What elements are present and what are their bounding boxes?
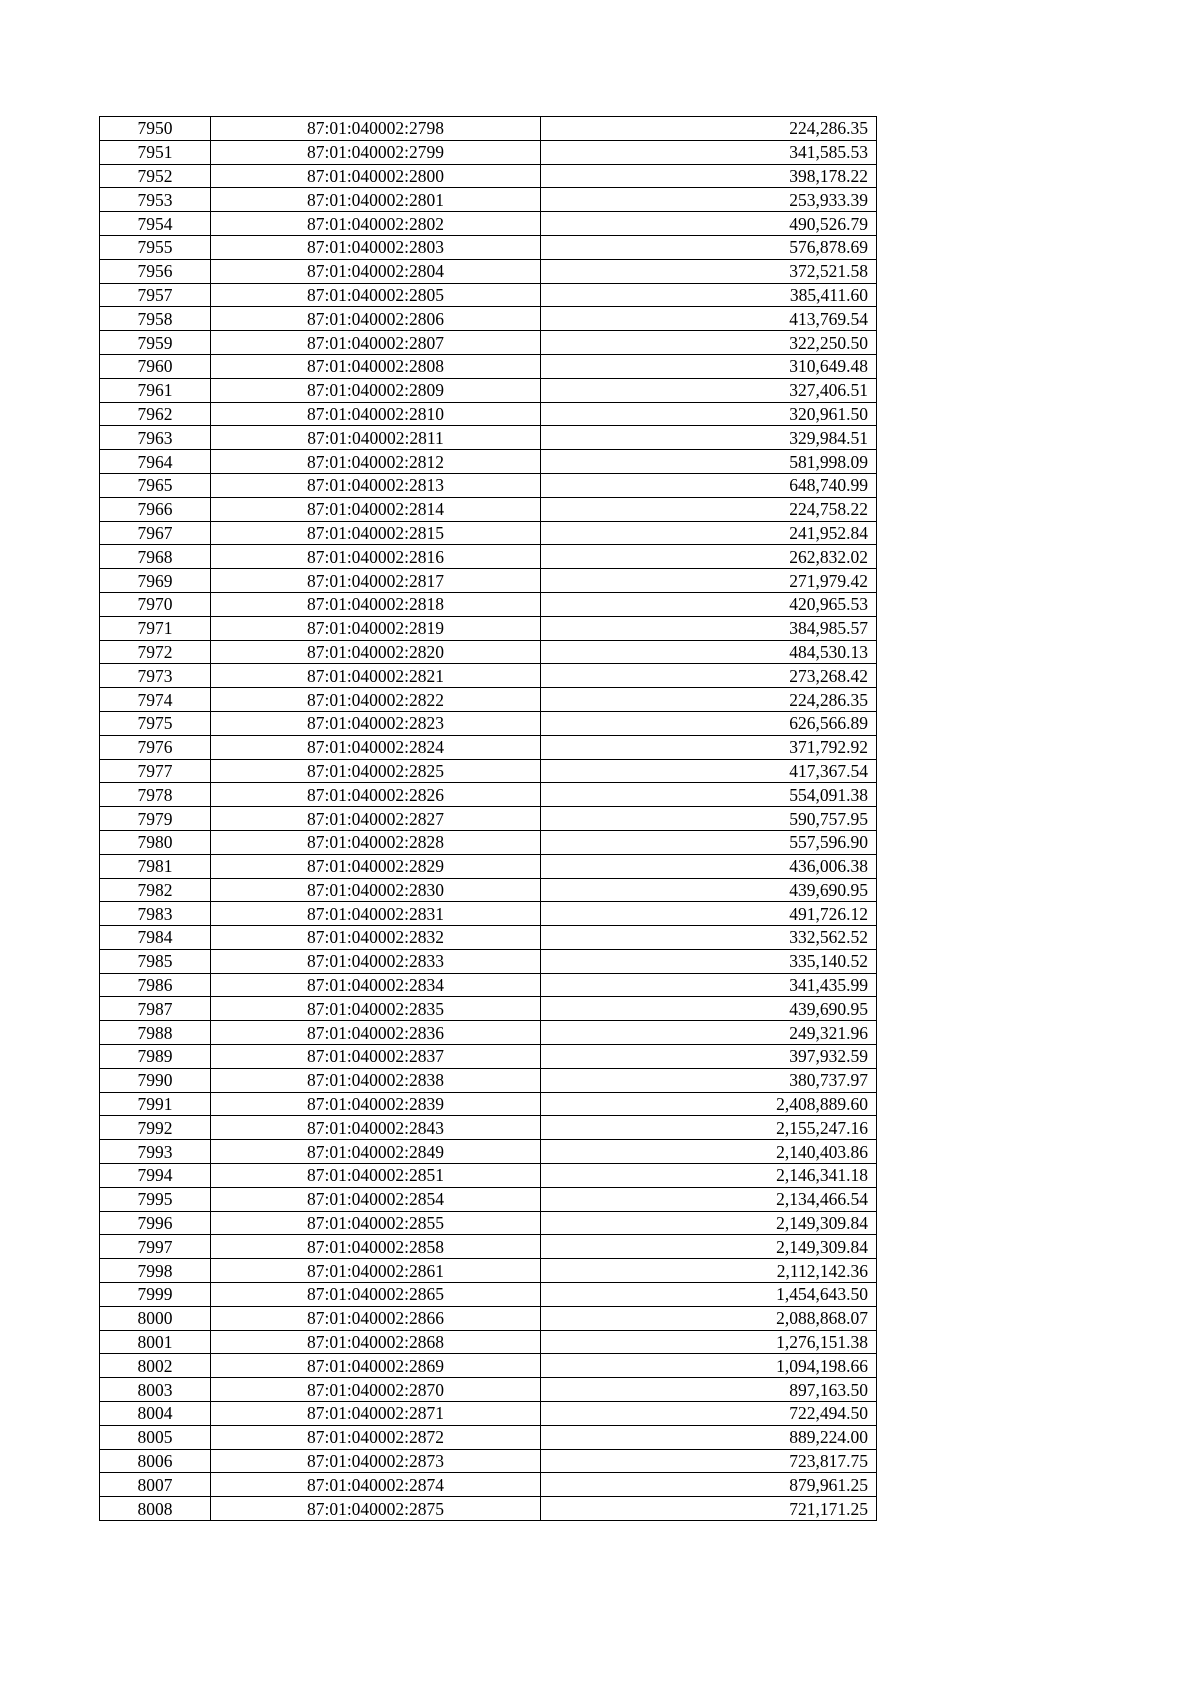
row-number-cell: 7953 bbox=[100, 188, 211, 212]
table-row bbox=[100, 1330, 877, 1354]
cadastral-number-cell: 87:01:040002:2798 bbox=[211, 117, 541, 141]
row-number-cell: 7962 bbox=[100, 402, 211, 426]
cadastral-value-cell: 224,286.35 bbox=[541, 688, 877, 712]
table-row bbox=[100, 164, 877, 188]
cadastral-value-cell: 385,411.60 bbox=[541, 283, 877, 307]
cadastral-value-cell: 439,690.95 bbox=[541, 878, 877, 902]
cadastral-value-cell: 2,149,309.84 bbox=[541, 1211, 877, 1235]
table-row bbox=[100, 497, 877, 521]
cadastral-value-cell: 723,817.75 bbox=[541, 1449, 877, 1473]
table-row bbox=[100, 878, 877, 902]
row-number-cell: 7984 bbox=[100, 926, 211, 950]
cadastral-number-cell: 87:01:040002:2809 bbox=[211, 378, 541, 402]
cadastral-number-cell: 87:01:040002:2812 bbox=[211, 450, 541, 474]
cadastral-number-cell: 87:01:040002:2810 bbox=[211, 402, 541, 426]
cadastral-value-cell: 648,740.99 bbox=[541, 473, 877, 497]
cadastral-number-cell: 87:01:040002:2807 bbox=[211, 331, 541, 355]
cadastral-number-cell: 87:01:040002:2835 bbox=[211, 997, 541, 1021]
row-number-cell: 8005 bbox=[100, 1425, 211, 1449]
table-row bbox=[100, 426, 877, 450]
table-row bbox=[100, 1259, 877, 1283]
cadastral-value-cell: 341,435.99 bbox=[541, 973, 877, 997]
row-number-cell: 7991 bbox=[100, 1092, 211, 1116]
cadastral-value-cell: 889,224.00 bbox=[541, 1425, 877, 1449]
table-body bbox=[100, 117, 877, 1521]
cadastral-value-cell: 1,276,151.38 bbox=[541, 1330, 877, 1354]
table-row bbox=[100, 1449, 877, 1473]
cadastral-number-cell: 87:01:040002:2821 bbox=[211, 664, 541, 688]
cadastral-number-cell: 87:01:040002:2851 bbox=[211, 1164, 541, 1188]
cadastral-number-cell: 87:01:040002:2866 bbox=[211, 1306, 541, 1330]
cadastral-number-cell: 87:01:040002:2843 bbox=[211, 1116, 541, 1140]
row-number-cell: 7980 bbox=[100, 830, 211, 854]
table-row bbox=[100, 1211, 877, 1235]
cadastral-value-cell: 557,596.90 bbox=[541, 830, 877, 854]
cadastral-value-cell: 2,140,403.86 bbox=[541, 1140, 877, 1164]
cadastral-value-cell: 590,757.95 bbox=[541, 807, 877, 831]
cadastral-number-cell: 87:01:040002:2874 bbox=[211, 1473, 541, 1497]
cadastral-number-cell: 87:01:040002:2873 bbox=[211, 1449, 541, 1473]
table-row bbox=[100, 1378, 877, 1402]
cadastral-value-cell: 484,530.13 bbox=[541, 640, 877, 664]
cadastral-value-cell: 249,321.96 bbox=[541, 1021, 877, 1045]
cadastral-number-cell: 87:01:040002:2802 bbox=[211, 212, 541, 236]
cadastral-number-cell: 87:01:040002:2826 bbox=[211, 783, 541, 807]
cadastral-value-cell: 436,006.38 bbox=[541, 854, 877, 878]
table-row bbox=[100, 592, 877, 616]
table-row bbox=[100, 949, 877, 973]
cadastral-value-cell: 721,171.25 bbox=[541, 1497, 877, 1521]
row-number-cell: 8006 bbox=[100, 1449, 211, 1473]
cadastral-value-cell: 897,163.50 bbox=[541, 1378, 877, 1402]
table-row bbox=[100, 140, 877, 164]
row-number-cell: 7958 bbox=[100, 307, 211, 331]
cadastral-number-cell: 87:01:040002:2822 bbox=[211, 688, 541, 712]
cadastral-number-cell: 87:01:040002:2829 bbox=[211, 854, 541, 878]
table-row bbox=[100, 854, 877, 878]
cadastral-value-cell: 273,268.42 bbox=[541, 664, 877, 688]
row-number-cell: 7989 bbox=[100, 1045, 211, 1069]
cadastral-number-cell: 87:01:040002:2808 bbox=[211, 354, 541, 378]
table-row bbox=[100, 473, 877, 497]
cadastral-number-cell: 87:01:040002:2825 bbox=[211, 759, 541, 783]
table-row bbox=[100, 188, 877, 212]
cadastral-value-cell: 253,933.39 bbox=[541, 188, 877, 212]
cadastral-value-cell: 262,832.02 bbox=[541, 545, 877, 569]
row-number-cell: 7968 bbox=[100, 545, 211, 569]
row-number-cell: 7975 bbox=[100, 711, 211, 735]
row-number-cell: 7982 bbox=[100, 878, 211, 902]
cadastral-value-cell: 413,769.54 bbox=[541, 307, 877, 331]
cadastral-number-cell: 87:01:040002:2827 bbox=[211, 807, 541, 831]
cadastral-number-cell: 87:01:040002:2836 bbox=[211, 1021, 541, 1045]
cadastral-value-cell: 327,406.51 bbox=[541, 378, 877, 402]
table-row bbox=[100, 783, 877, 807]
row-number-cell: 7951 bbox=[100, 140, 211, 164]
cadastral-value-cell: 722,494.50 bbox=[541, 1402, 877, 1426]
table-row bbox=[100, 117, 877, 141]
table-row bbox=[100, 735, 877, 759]
row-number-cell: 7993 bbox=[100, 1140, 211, 1164]
table-row bbox=[100, 1497, 877, 1521]
table-row bbox=[100, 664, 877, 688]
cadastral-number-cell: 87:01:040002:2818 bbox=[211, 592, 541, 616]
cadastral-value-cell: 879,961.25 bbox=[541, 1473, 877, 1497]
cadastral-number-cell: 87:01:040002:2817 bbox=[211, 569, 541, 593]
row-number-cell: 7955 bbox=[100, 235, 211, 259]
cadastral-value-cell: 581,998.09 bbox=[541, 450, 877, 474]
cadastral-number-cell: 87:01:040002:2819 bbox=[211, 616, 541, 640]
row-number-cell: 7963 bbox=[100, 426, 211, 450]
row-number-cell: 7970 bbox=[100, 592, 211, 616]
cadastral-number-cell: 87:01:040002:2816 bbox=[211, 545, 541, 569]
table-row bbox=[100, 212, 877, 236]
cadastral-number-cell: 87:01:040002:2823 bbox=[211, 711, 541, 735]
table-row bbox=[100, 354, 877, 378]
row-number-cell: 7994 bbox=[100, 1164, 211, 1188]
cadastral-value-cell: 241,952.84 bbox=[541, 521, 877, 545]
table-row bbox=[100, 926, 877, 950]
row-number-cell: 7999 bbox=[100, 1283, 211, 1307]
table-row bbox=[100, 402, 877, 426]
cadastral-number-cell: 87:01:040002:2804 bbox=[211, 259, 541, 283]
row-number-cell: 7977 bbox=[100, 759, 211, 783]
table-row bbox=[100, 1473, 877, 1497]
row-number-cell: 7971 bbox=[100, 616, 211, 640]
cadastral-number-cell: 87:01:040002:2849 bbox=[211, 1140, 541, 1164]
cadastral-value-cell: 2,146,341.18 bbox=[541, 1164, 877, 1188]
cadastral-value-cell: 320,961.50 bbox=[541, 402, 877, 426]
cadastral-value-cell: 398,178.22 bbox=[541, 164, 877, 188]
cadastral-number-cell: 87:01:040002:2839 bbox=[211, 1092, 541, 1116]
table-row bbox=[100, 1164, 877, 1188]
table-row bbox=[100, 521, 877, 545]
cadastral-number-cell: 87:01:040002:2854 bbox=[211, 1187, 541, 1211]
row-number-cell: 7976 bbox=[100, 735, 211, 759]
cadastral-value-cell: 224,758.22 bbox=[541, 497, 877, 521]
cadastral-number-cell: 87:01:040002:2834 bbox=[211, 973, 541, 997]
cadastral-number-cell: 87:01:040002:2858 bbox=[211, 1235, 541, 1259]
cadastral-number-cell: 87:01:040002:2831 bbox=[211, 902, 541, 926]
table-row bbox=[100, 450, 877, 474]
cadastral-value-cell: 2,088,868.07 bbox=[541, 1306, 877, 1330]
row-number-cell: 8003 bbox=[100, 1378, 211, 1402]
table-row bbox=[100, 545, 877, 569]
row-number-cell: 7997 bbox=[100, 1235, 211, 1259]
row-number-cell: 7985 bbox=[100, 949, 211, 973]
cadastral-number-cell: 87:01:040002:2830 bbox=[211, 878, 541, 902]
row-number-cell: 7952 bbox=[100, 164, 211, 188]
row-number-cell: 7961 bbox=[100, 378, 211, 402]
cadastral-value-cell: 380,737.97 bbox=[541, 1068, 877, 1092]
row-number-cell: 7992 bbox=[100, 1116, 211, 1140]
cadastral-value-cell: 372,521.58 bbox=[541, 259, 877, 283]
cadastral-value-cell: 2,408,889.60 bbox=[541, 1092, 877, 1116]
cadastral-value-cell: 554,091.38 bbox=[541, 783, 877, 807]
cadastral-value-cell: 2,112,142.36 bbox=[541, 1259, 877, 1283]
row-number-cell: 7959 bbox=[100, 331, 211, 355]
row-number-cell: 7981 bbox=[100, 854, 211, 878]
cadastral-number-cell: 87:01:040002:2824 bbox=[211, 735, 541, 759]
cadastral-value-cell: 2,155,247.16 bbox=[541, 1116, 877, 1140]
table-row bbox=[100, 1306, 877, 1330]
cadastral-value-cell: 397,932.59 bbox=[541, 1045, 877, 1069]
row-number-cell: 7950 bbox=[100, 117, 211, 141]
table-row bbox=[100, 378, 877, 402]
row-number-cell: 7972 bbox=[100, 640, 211, 664]
row-number-cell: 7974 bbox=[100, 688, 211, 712]
table-row bbox=[100, 1425, 877, 1449]
table-row bbox=[100, 640, 877, 664]
cadastral-number-cell: 87:01:040002:2865 bbox=[211, 1283, 541, 1307]
row-number-cell: 7996 bbox=[100, 1211, 211, 1235]
row-number-cell: 7983 bbox=[100, 902, 211, 926]
row-number-cell: 7986 bbox=[100, 973, 211, 997]
cadastral-value-cell: 271,979.42 bbox=[541, 569, 877, 593]
table-row bbox=[100, 283, 877, 307]
cadastral-value-cell: 490,526.79 bbox=[541, 212, 877, 236]
table-row bbox=[100, 1021, 877, 1045]
cadastral-number-cell: 87:01:040002:2799 bbox=[211, 140, 541, 164]
cadastral-value-cell: 2,149,309.84 bbox=[541, 1235, 877, 1259]
table-row bbox=[100, 1068, 877, 1092]
row-number-cell: 7967 bbox=[100, 521, 211, 545]
cadastral-number-cell: 87:01:040002:2801 bbox=[211, 188, 541, 212]
cadastral-number-cell: 87:01:040002:2832 bbox=[211, 926, 541, 950]
table-row bbox=[100, 973, 877, 997]
cadastral-value-cell: 417,367.54 bbox=[541, 759, 877, 783]
table-row bbox=[100, 830, 877, 854]
table-row bbox=[100, 759, 877, 783]
table-row bbox=[100, 1283, 877, 1307]
cadastral-value-cell: 491,726.12 bbox=[541, 902, 877, 926]
cadastral-value-cell: 420,965.53 bbox=[541, 592, 877, 616]
table-row bbox=[100, 1354, 877, 1378]
row-number-cell: 8000 bbox=[100, 1306, 211, 1330]
row-number-cell: 7988 bbox=[100, 1021, 211, 1045]
cadastral-number-cell: 87:01:040002:2814 bbox=[211, 497, 541, 521]
table-row bbox=[100, 1235, 877, 1259]
row-number-cell: 7979 bbox=[100, 807, 211, 831]
cadastral-value-cell: 1,094,198.66 bbox=[541, 1354, 877, 1378]
row-number-cell: 7956 bbox=[100, 259, 211, 283]
row-number-cell: 8008 bbox=[100, 1497, 211, 1521]
row-number-cell: 7973 bbox=[100, 664, 211, 688]
cadastral-value-cell: 439,690.95 bbox=[541, 997, 877, 1021]
table-row bbox=[100, 331, 877, 355]
cadastral-number-cell: 87:01:040002:2820 bbox=[211, 640, 541, 664]
cadastral-value-cell: 335,140.52 bbox=[541, 949, 877, 973]
cadastral-number-cell: 87:01:040002:2868 bbox=[211, 1330, 541, 1354]
cadastral-number-cell: 87:01:040002:2838 bbox=[211, 1068, 541, 1092]
cadastral-number-cell: 87:01:040002:2855 bbox=[211, 1211, 541, 1235]
cadastral-number-cell: 87:01:040002:2875 bbox=[211, 1497, 541, 1521]
cadastral-number-cell: 87:01:040002:2811 bbox=[211, 426, 541, 450]
table-row bbox=[100, 807, 877, 831]
row-number-cell: 7998 bbox=[100, 1259, 211, 1283]
table-row bbox=[100, 1116, 877, 1140]
cadastral-value-cell: 2,134,466.54 bbox=[541, 1187, 877, 1211]
table-row bbox=[100, 259, 877, 283]
row-number-cell: 8004 bbox=[100, 1402, 211, 1426]
table-row bbox=[100, 235, 877, 259]
cadastral-number-cell: 87:01:040002:2813 bbox=[211, 473, 541, 497]
row-number-cell: 7957 bbox=[100, 283, 211, 307]
cadastral-number-cell: 87:01:040002:2800 bbox=[211, 164, 541, 188]
table-row bbox=[100, 1092, 877, 1116]
cadastral-number-cell: 87:01:040002:2803 bbox=[211, 235, 541, 259]
cadastral-number-cell: 87:01:040002:2833 bbox=[211, 949, 541, 973]
row-number-cell: 7954 bbox=[100, 212, 211, 236]
cadastral-value-cell: 341,585.53 bbox=[541, 140, 877, 164]
row-number-cell: 7990 bbox=[100, 1068, 211, 1092]
cadastral-number-cell: 87:01:040002:2828 bbox=[211, 830, 541, 854]
table-row bbox=[100, 1402, 877, 1426]
cadastral-value-cell: 329,984.51 bbox=[541, 426, 877, 450]
table-row bbox=[100, 997, 877, 1021]
table-row bbox=[100, 1045, 877, 1069]
table-row bbox=[100, 1187, 877, 1211]
row-number-cell: 7978 bbox=[100, 783, 211, 807]
cadastral-number-cell: 87:01:040002:2815 bbox=[211, 521, 541, 545]
cadastral-number-cell: 87:01:040002:2806 bbox=[211, 307, 541, 331]
cadastral-value-cell: 322,250.50 bbox=[541, 331, 877, 355]
row-number-cell: 7966 bbox=[100, 497, 211, 521]
row-number-cell: 8002 bbox=[100, 1354, 211, 1378]
table-row bbox=[100, 1140, 877, 1164]
row-number-cell: 7987 bbox=[100, 997, 211, 1021]
cadastral-number-cell: 87:01:040002:2871 bbox=[211, 1402, 541, 1426]
table-row bbox=[100, 902, 877, 926]
cadastral-number-cell: 87:01:040002:2805 bbox=[211, 283, 541, 307]
row-number-cell: 7960 bbox=[100, 354, 211, 378]
cadastral-value-cell: 576,878.69 bbox=[541, 235, 877, 259]
cadastral-number-cell: 87:01:040002:2861 bbox=[211, 1259, 541, 1283]
cadastral-number-cell: 87:01:040002:2837 bbox=[211, 1045, 541, 1069]
cadastral-number-cell: 87:01:040002:2872 bbox=[211, 1425, 541, 1449]
cadastral-value-cell: 332,562.52 bbox=[541, 926, 877, 950]
table-row bbox=[100, 711, 877, 735]
row-number-cell: 8007 bbox=[100, 1473, 211, 1497]
cadastral-value-table bbox=[99, 116, 877, 1521]
table-row bbox=[100, 569, 877, 593]
cadastral-number-cell: 87:01:040002:2870 bbox=[211, 1378, 541, 1402]
table-row bbox=[100, 688, 877, 712]
cadastral-value-cell: 371,792.92 bbox=[541, 735, 877, 759]
cadastral-value-cell: 310,649.48 bbox=[541, 354, 877, 378]
table-row bbox=[100, 616, 877, 640]
cadastral-number-cell: 87:01:040002:2869 bbox=[211, 1354, 541, 1378]
cadastral-value-cell: 224,286.35 bbox=[541, 117, 877, 141]
row-number-cell: 7969 bbox=[100, 569, 211, 593]
row-number-cell: 7964 bbox=[100, 450, 211, 474]
row-number-cell: 7995 bbox=[100, 1187, 211, 1211]
row-number-cell: 8001 bbox=[100, 1330, 211, 1354]
cadastral-value-cell: 1,454,643.50 bbox=[541, 1283, 877, 1307]
table-row bbox=[100, 307, 877, 331]
cadastral-value-cell: 626,566.89 bbox=[541, 711, 877, 735]
cadastral-value-cell: 384,985.57 bbox=[541, 616, 877, 640]
row-number-cell: 7965 bbox=[100, 473, 211, 497]
